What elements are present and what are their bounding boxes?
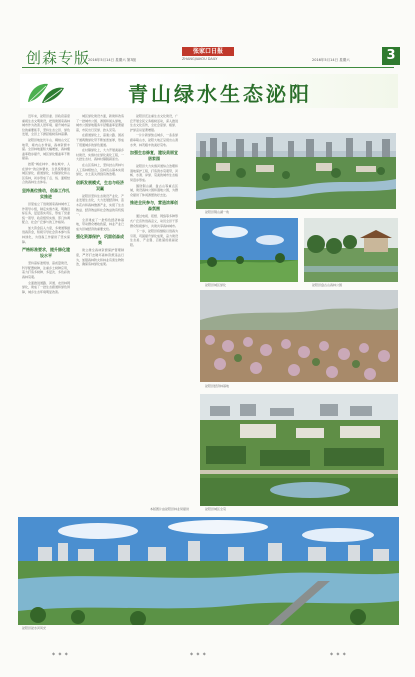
paragraph: 全面推进道路、河道、农田林网绿化，建成了一批生态廊道和绿色屏障，城乡生态环境明显改善。 xyxy=(22,280,70,294)
paragraph: 加大资金投入力度，多渠道筹措创森资金，积极引导社会资本参与造林绿化，为创森工作提供了坚实保障。 xyxy=(22,225,70,244)
subheading: 推进全民参与，营造浓厚创森氛围 xyxy=(130,200,178,212)
photo-caption: 泌阳县城区绿化 xyxy=(205,283,227,287)
paragraph: 县里成立了创建国家森林城市工作领导小组，制定实施方案，明确目标任务，层层落实责任，形成了党委统一领导、政府组织实施、部门协调配合、社会广泛参与的工作格局。 xyxy=(22,201,70,225)
header-divider xyxy=(22,67,394,68)
photo-caption: 泌阳县铜山湖一角 xyxy=(205,210,230,214)
footer-ornament: ◆ ◆ ◆ xyxy=(52,651,69,656)
photo-park-sky xyxy=(200,218,298,282)
paragraph: 泌阳县还注重生态文化建设，广泛开展全民义务植树活动，深入推进生态文化宣传，全社会爱绿、植绿、护绿意识显著增强。 xyxy=(130,114,178,132)
paragraph: 通过电视、报纸、网络等多种形式广泛宣传创森意义，动员全县干部群众积极参与，共建共享森林城市。 xyxy=(130,214,178,228)
footer-ornament: ◆ ◆ ◆ xyxy=(190,651,207,656)
subheading: 加强生态修复，建设美丽宜居家园 xyxy=(130,150,178,162)
paragraph: 全县建成了一批特色经济林基地，带动群众增收致富，林业产业已成为县域经济的重要支柱。 xyxy=(76,217,124,231)
paragraph: 坚持高标准规划、高质量建设，科学配置树种，注重乡土树种应用，着力打造多树种、多层次、多色彩的森林景观。 xyxy=(22,261,70,280)
banner-title: 青山绿水生态泌阳 xyxy=(128,82,312,106)
paragraph: 泌阳县大力实施河道综合治理和湿地保护工程，打造滨水景观带，河畅、水清、岸绿、景美的城市生态格局逐步形成。 xyxy=(130,164,178,182)
paragraph: 城区绿化建设方面，新建和改造了一批城市公园、游园和街头绿地，城市公园绿地服务半径覆盖率显著提高，市民出行见绿、抬头见景。 xyxy=(76,114,124,132)
photo-city-aerial xyxy=(200,394,398,506)
paragraph: 在山区造林上，坚持封山育林与人工造林相结合，宜林荒山基本实现绿化，水土流失得到有效治理。 xyxy=(76,162,124,177)
photo-caption: 泌阳县经济林基地 xyxy=(205,384,230,388)
article-column-3 xyxy=(130,114,178,519)
footer-ornament: ◆ ◆ ◆ xyxy=(330,651,347,656)
paragraph: 泌阳县坚持生态建设产业化、产业发展生态化，大力发展经济林、苗木花卉和森林旅游产业，实现了生态效益、经济效益和社会效益的有机统一。 xyxy=(76,193,124,217)
paragraph: 围绕铜山湖、盘古山等重点区域，建设森林公园和湿地公园，为群众提供了休闲游憩的好去处。 xyxy=(130,183,178,197)
subheading: 严格标准要求，提升绿化建设水平 xyxy=(22,247,70,259)
paragraph: 建立健全森林资源保护管理制度，严厉打击破坏森林资源违法行为，加强森林防火和林业有害生物防治，确保造林绿化成果。 xyxy=(76,248,124,267)
header-meta-left: 2016年5月14日 星期六 第3版 xyxy=(88,58,137,62)
subheading: 创新发展模式，生态与经济双赢 xyxy=(76,179,124,191)
photo-panoramic-river xyxy=(18,517,399,625)
newspaper-logo-subtitle: ZHANGJIAKOU DAILY xyxy=(182,57,218,61)
article-column-1 xyxy=(22,114,70,519)
photo-pavilion xyxy=(304,218,398,282)
paragraph: 按照“城在林中、林在城中、人在绿中”的总体要求，全县统筹推进城区绿化、廊道绿化、村镇绿化和山区造林，初步形成了点、线、面相结合的森林生态体系。 xyxy=(22,161,70,185)
subheading: 坚持高位推动，创森工作扎实推进 xyxy=(22,187,70,199)
paragraph: 一片片新绿装点城乡，一条条绿廊串联山水，泌阳大地正呈现出山清水秀、林茂粮丰的美好景象。 xyxy=(130,133,178,147)
paragraph: 泌阳县地处伏牛山、桐柏山交汇地带，境内山水秀丽，森林资源丰富。全县林地面积大幅增加，森林覆盖率稳步提升，城区绿化覆盖率不断提高。 xyxy=(22,137,70,161)
section-title: 创森专版 xyxy=(26,49,91,67)
photo-caption: 泌阳县城区全景 xyxy=(205,507,227,511)
photo-caption: 泌阳县泌水河风光 xyxy=(22,626,47,630)
paragraph: 在村镇绿化上，大力开展美丽乡村建设，实施村庄绿化美化工程，一大批生态村、森林村镇脱颖而出。 xyxy=(76,148,124,162)
article-column-2 xyxy=(76,114,124,519)
photo-city-river-aerial xyxy=(196,133,396,209)
paragraph: 近年来，泌阳县委、县政府高度重视生态文明建设，把创建国家森林城市作为改善人居环境、提升城市品位的重要抓手，坚持生态立县、绿色发展，全县上下掀起植树造林高潮。 xyxy=(22,114,70,137)
photo-orchard-hillside xyxy=(200,290,398,382)
header-meta-right: 2016年5月14日 星期六 xyxy=(312,58,350,62)
paragraph: 下一步，泌阳县将继续以创森为引领，巩固提升绿化成果，奋力建设生态美、产业强、百姓富的美丽泌阳。 xyxy=(130,229,178,247)
photo-caption: 泌阳县盘古山森林公园 xyxy=(312,283,343,287)
subheading: 强化资源保护，巩固创森成果 xyxy=(76,234,124,246)
newspaper-logo: 张家口日报 xyxy=(182,47,234,56)
paragraph: 在廊道绿化上，高速公路、国省干道两侧绿化带不断加宽加厚，形成了贯通城乡的绿色通道。 xyxy=(76,133,124,147)
page-number: 3 xyxy=(382,47,400,65)
green-leaves-icon xyxy=(24,80,68,106)
photo-credits: 本版图片由泌阳县林业局提供 xyxy=(150,507,190,511)
